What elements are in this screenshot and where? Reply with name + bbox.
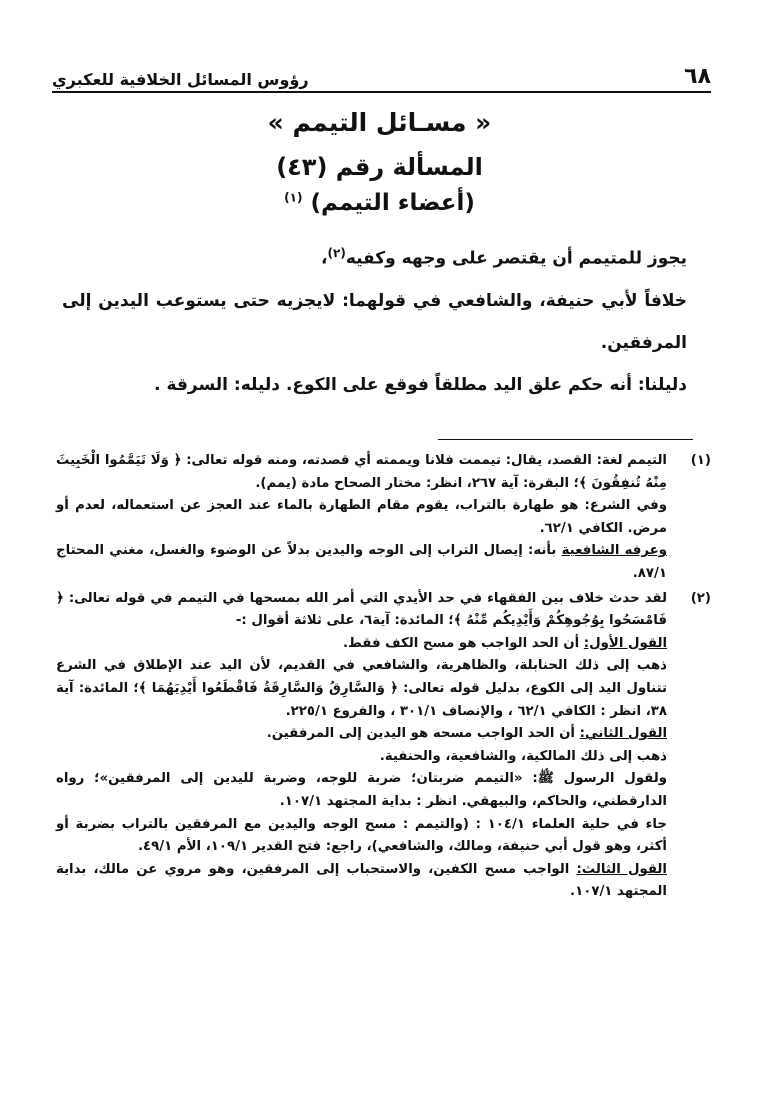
paragraph-2: خلافاً لأبي حنيفة، والشافعي في قولهما: لايجزيه حتى يستوعب اليدين إلى المرفقين. bbox=[62, 290, 687, 353]
opinion-detail: ذهب إلى ذلك المالكية، والشافعية، والحنفية. bbox=[379, 748, 667, 764]
footnote-line: وفي الشرع: هو طهارة بالتراب، يقوم مقام الطهارة بالماء عند العجز عن استعماله، لعدم أو مرض. الكافي ٦٢/١. bbox=[56, 498, 667, 536]
issue-number: المسألة رقم (٤٣) bbox=[276, 153, 483, 181]
page-number: ٦٨ bbox=[684, 64, 711, 89]
opinion-label: القول الأول: bbox=[583, 635, 667, 651]
footnote-1 bbox=[56, 450, 711, 586]
footnote-line: وعرفه الشافعية بأنه: إيصال التراب إلى الوجه واليدين بدلاً عن الوضوء والغسل، مغني المحتاج ٨٧/١. bbox=[56, 543, 667, 581]
opinion-detail: ذهب إلى ذلك الحنابلة، والظاهرية، والشافعي في القديم، لأن اليد عند الإطلاق في الشرع تتناول اليد إلى الكوع، بدليل قوله تعالى: ﴿ وَالسَّارِقُ وَالسَّارِقَةُ فَاقْطَعُوا أَيْدِيَهُمَا ﴾؛ المائدة: آية ٣٨، انظر : الكافي ٦٢/١ ، والإنصاف ٣٠١/١ ، والفروع ٢٢٥/١. bbox=[56, 658, 667, 719]
footnote-ref-2[interactable]: (٢) bbox=[327, 246, 346, 260]
footnote-body bbox=[56, 588, 667, 904]
footnote-2 bbox=[56, 588, 711, 904]
opinion-text: الواجب مسح الكفين، والاستحباب إلى المرفقين، وهو مروي عن مالك، بداية المجتهد ١٠٧/١. bbox=[56, 861, 667, 900]
footnotes bbox=[56, 450, 711, 904]
footnote-number: (١) bbox=[690, 453, 711, 468]
opinion-2 bbox=[56, 723, 667, 746]
opinion-label: القول الثاني: bbox=[579, 726, 667, 742]
issue-title-text: (أعضاء التيمم) bbox=[310, 190, 475, 216]
paragraph-1-text: يجوز للمتيمم أن يقتصر على وجهه وكفيه bbox=[345, 248, 687, 269]
footnote-line: التيمم لغة: القصد، يقال: تيممت فلانا ويممته أي قصدته، ومنه قوله تعالى: ﴿ وَلَا تَيَمَّمُوا الْخَبِيثَ مِنْهُ تُنفِقُونَ ﴾؛ البقرة: آية ٢٦٧، انظر: مختار الصحاح مادة (يمم). bbox=[56, 453, 667, 491]
page-header bbox=[52, 58, 711, 93]
footnote-separator bbox=[438, 439, 693, 440]
opinion-3 bbox=[56, 859, 667, 904]
opinion-detail: ولقول الرسول ﷺ: «التيمم ضربتان؛ ضربة للوجه، وضربة لليدين إلى المرفقين»؛ رواه الدارقطني، والحاكم، والبيهقي. انظر : بداية المجتهد ١٠٧/١. bbox=[56, 771, 667, 809]
opinion-detail: جاء في حلية العلماء ١٠٤/١ : (والتيمم : مسح الوجه واليدين مع المرفقين بالتراب بضربة أو أكثر، وهو قول أبي حنيفة، ومالك، والشافعي)، راجع: فتح القدير ١٠٩/١، الأم ٤٩/١. bbox=[56, 816, 667, 855]
running-title: رؤوس المسائل الخلافية للعكبري bbox=[52, 70, 309, 89]
paragraph-3: دليلنا: أنه حكم علق اليد مطلقاً فوقع على الكوع. دليله: السرقة . bbox=[154, 374, 687, 395]
footnote-number: (٢) bbox=[690, 590, 711, 606]
chapter-title: « مسـائل التيمم » bbox=[267, 108, 492, 137]
footnote-body bbox=[56, 450, 667, 586]
opinion-text: أن الحد الواجب مسحه هو اليدين إلى المرفقين. bbox=[266, 726, 575, 742]
opinion-label: القول الثالث: bbox=[576, 861, 667, 877]
footnote-ref-1[interactable]: (١) bbox=[284, 190, 303, 205]
main-text bbox=[62, 232, 691, 406]
opinion-1 bbox=[56, 633, 667, 656]
issue-title bbox=[0, 190, 759, 216]
footnote-intro: لقد حدث خلاف بين الفقهاء في حد الأيدي التي أمر الله بمسحها في التيمم في قوله تعالى: ﴿ فَامْسَحُوا بِوُجُوهِكُمْ وَأَيْدِيكُم مِّنْهُ ﴾؛ المائدة: آية٦، على ثلاثة أقوال :- bbox=[56, 590, 667, 629]
paragraph-1-end: ، bbox=[321, 248, 328, 269]
underlined-lead: وعرفه الشافعية bbox=[561, 543, 667, 559]
paragraph-1 bbox=[62, 232, 691, 280]
opinion-text: أن الحد الواجب هو مسح الكف فقط. bbox=[342, 635, 580, 651]
